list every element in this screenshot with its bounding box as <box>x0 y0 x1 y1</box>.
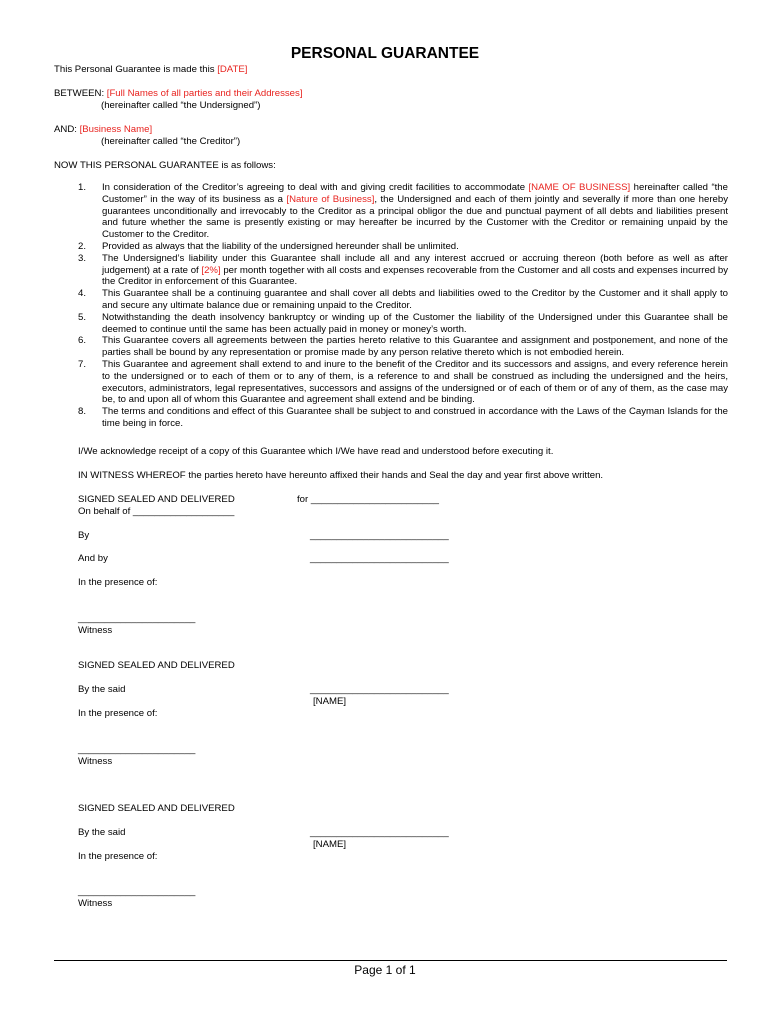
signature-line[interactable]: __________________________ <box>310 684 449 695</box>
name-placeholder: [NAME] <box>313 839 347 850</box>
clause-number: 1. <box>78 182 87 193</box>
on-behalf-line[interactable]: On behalf of ___________________ <box>78 506 235 517</box>
clause-body: This Guarantee covers all agreements between the parties hereto relative to this Guarantee and assignment and postponement, and none of the parties shall be bound by any representation or promise made by any person relative thereto which is not embodied herein. <box>102 335 728 359</box>
clause-body <box>102 182 728 241</box>
witness-signature-line[interactable]: ______________________ <box>78 613 196 624</box>
presence-label: In the presence of: <box>78 851 158 862</box>
clause-number: 8. <box>78 406 87 418</box>
business-placeholder: [NAME OF BUSINESS] <box>528 182 631 193</box>
clause-6 <box>78 335 728 359</box>
and-by-signature-line[interactable]: __________________________ <box>310 553 449 564</box>
parties-placeholder: [Full Names of all parties and their Addresses] <box>106 88 303 99</box>
presence-label: In the presence of: <box>78 577 158 588</box>
clause-body <box>102 253 728 288</box>
clause-number: 5. <box>78 311 87 323</box>
clause-text: , the Undersigned and each of them jointly and severally if more than one hereby guarantees unconditionally and irrevocably to the Creditor as a principal obligor the due and punctual payment of all debts and liabilities present and future whether the same is presently existing or may hereafter be incurred by the Customer with the Creditor or remaining unpaid by the Customer to the Creditor. <box>102 193 729 241</box>
clause-text: per month together with all costs and expenses recoverable from the Customer and all costs and expenses incurred by the Creditor in enforcement of this Guarantee. <box>102 264 728 288</box>
clause-body: This Guarantee shall be a continuing guarantee and shall cover all debts and liabilities owed to the Creditor by the Customer and it shall apply to and secure any ultimate balance due or remaining unpaid to the Creditor. <box>102 288 728 311</box>
between-line <box>54 88 302 100</box>
date-placeholder: [DATE] <box>217 64 248 75</box>
clause-number: 6. <box>78 335 87 347</box>
clause-body: Notwithstanding the death insolvency bankruptcy or winding up of the Customer the liability of the Undersigned under this Guarantee shall be deemed to continue until the same has been actually paid in money or money’s worth. <box>102 311 728 335</box>
rate-placeholder: [2%] <box>201 264 221 276</box>
for-signature-line[interactable]: for ________________________ <box>297 494 439 505</box>
witness-label: Witness <box>78 756 113 767</box>
acknowledgement: I/We acknowledge receipt of a copy of this Guarantee which I/We have read and understood before executing it. <box>78 446 554 457</box>
nature-placeholder: [Nature of Business] <box>286 193 375 205</box>
witness-signature-line[interactable]: ______________________ <box>78 744 196 755</box>
by-the-said-label: By the said <box>78 827 126 838</box>
between-label: BETWEEN: <box>54 88 107 99</box>
and-by-label: And by <box>78 553 108 564</box>
clause-number: 2. <box>78 240 87 252</box>
clause-number: 3. <box>78 252 87 264</box>
by-signature-line[interactable]: __________________________ <box>310 530 449 541</box>
clause-text: The Undersigned’s liability under this Guarantee shall include all and any interest accrued or accruing thereon (both before as well as after judgement) at a rate of <box>102 252 728 276</box>
clause-5 <box>78 312 728 336</box>
witness-signature-line[interactable]: ______________________ <box>78 886 196 897</box>
clause-body: Provided as always that the liability of the undersigned hereunder shall be unlimited. <box>102 240 459 252</box>
clause-7 <box>78 359 728 406</box>
document-title: PERSONAL GUARANTEE <box>290 45 480 62</box>
business-name-placeholder: [Business Name] <box>79 124 153 135</box>
undersigned-note: (hereinafter called “the Undersigned”) <box>101 100 261 111</box>
witness-label: Witness <box>78 625 113 636</box>
creditor-note: (hereinafter called “the Creditor”) <box>101 136 241 147</box>
signed-heading: SIGNED SEALED AND DELIVERED <box>78 494 235 505</box>
footer-divider <box>54 960 727 961</box>
presence-label: In the presence of: <box>78 708 158 719</box>
clause-2 <box>78 241 728 253</box>
page-number: Page 1 of 1 <box>354 963 416 977</box>
clause-number: 4. <box>78 288 87 300</box>
witness-label: Witness <box>78 898 113 909</box>
intro-text: This Personal Guarantee is made this <box>54 64 218 75</box>
clause-3 <box>78 253 728 288</box>
clause-number: 7. <box>78 358 87 370</box>
clause-body: The terms and conditions and effect of this Guarantee shall be subject to and construed in accordance with the Laws of the Cayman Islands for the time being in force. <box>102 406 728 429</box>
clause-list <box>78 182 728 430</box>
witness-statement: IN WITNESS WHEREOF the parties hereto have hereunto affixed their hands and Seal the day and year first above written. <box>78 470 604 481</box>
signed-heading: SIGNED SEALED AND DELIVERED <box>78 803 235 814</box>
signature-line[interactable]: __________________________ <box>310 827 449 838</box>
name-placeholder: [NAME] <box>313 696 347 707</box>
clause-8 <box>78 406 728 430</box>
and-label: AND: <box>54 124 80 135</box>
clause-4 <box>78 288 728 312</box>
intro-line <box>54 64 247 76</box>
clause-1 <box>78 182 728 241</box>
by-the-said-label: By the said <box>78 684 126 695</box>
lead-line: NOW THIS PERSONAL GUARANTEE is as follows: <box>54 160 276 171</box>
clause-body: This Guarantee and agreement shall extend to and inure to the benefit of the Creditor and its successors and assigns, and every reference herein to the undersigned or to each of them or to any of them, is a reference to and shall be construed as including the undersigned and the heirs, executors, administrators, legal representatives, successors and assigns of the undersigned or of each of them or of any of them, as the case may be, to and upon all of whom this Guarantee and agreement shall extend and be binding. <box>102 358 728 406</box>
clause-text: In consideration of the Creditor’s agreeing to deal with and giving credit facilities to accommodate <box>102 182 529 193</box>
signed-heading: SIGNED SEALED AND DELIVERED <box>78 660 235 671</box>
clause-text: hereinafter called “the Customer” in the way of its business as a <box>102 182 728 205</box>
by-label: By <box>78 530 90 541</box>
and-line <box>54 124 152 136</box>
